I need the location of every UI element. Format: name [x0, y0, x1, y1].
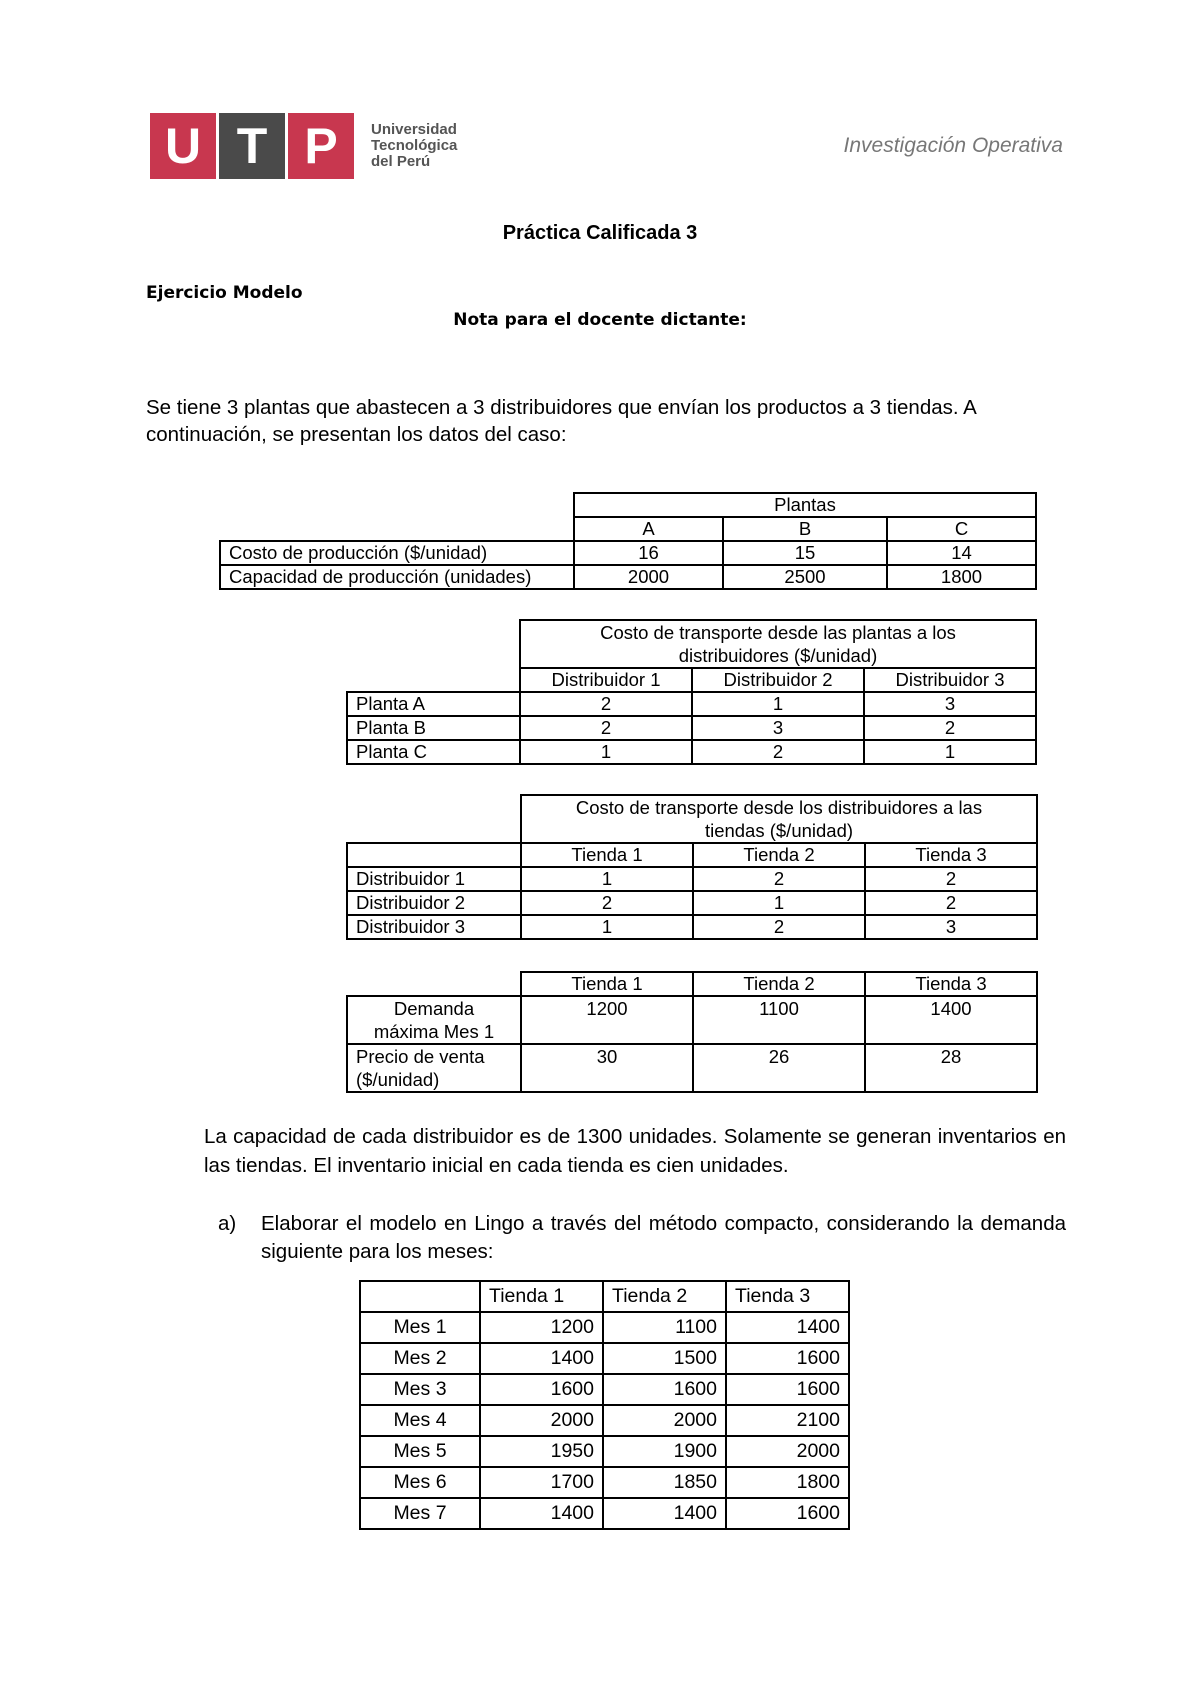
table-cell: 1600: [603, 1374, 726, 1405]
table-cell: 1800: [887, 565, 1036, 589]
table-row: [360, 1343, 849, 1374]
table-column-header: Tienda 2: [603, 1281, 726, 1312]
table-row: [360, 1436, 849, 1467]
table-cell: 1800: [726, 1467, 849, 1498]
table-cell: 1950: [480, 1436, 603, 1467]
table-cell: 1: [864, 740, 1036, 764]
table-column-header: Tienda 1: [521, 972, 693, 996]
table-column-header: B: [723, 517, 887, 541]
row-label: Demanda máxima Mes 1: [347, 996, 521, 1044]
table-cell: 2: [693, 915, 865, 939]
table-cell: 2000: [726, 1436, 849, 1467]
table-row: [220, 565, 1036, 589]
table-cell: 3: [692, 716, 864, 740]
row-label: Mes 6: [360, 1467, 480, 1498]
table-row: [347, 915, 1037, 939]
table-cell: 1400: [603, 1498, 726, 1529]
table-cell: 15: [723, 541, 887, 565]
table-cell: 1: [521, 867, 693, 891]
table-cell: 2: [693, 867, 865, 891]
row-label: Distribuidor 3: [347, 915, 521, 939]
table-cell: 1100: [603, 1312, 726, 1343]
logo-text: [371, 122, 457, 170]
table-column-header: Tienda 3: [865, 843, 1037, 867]
table-column-header: Tienda 2: [693, 843, 865, 867]
plant-distributor-cost-table: [346, 619, 1037, 765]
table-row: [360, 1467, 849, 1498]
intro-paragraph: Se tiene 3 plantas que abastecen a 3 distribuidores que envían los productos a 3 tiendas. A continuación, se presentan los datos del caso:: [146, 396, 976, 446]
table-cell: 1200: [521, 996, 693, 1044]
table-cell: 1600: [480, 1374, 603, 1405]
table-cell: 1400: [865, 996, 1037, 1044]
logo-text-line: Tecnológica: [371, 137, 458, 154]
logo-text-line: del Perú: [371, 153, 431, 170]
table-cell: 1: [692, 692, 864, 716]
row-label: Precio de venta ($/unidad): [347, 1044, 521, 1092]
row-label: Mes 7: [360, 1498, 480, 1529]
table-cell: 14: [887, 541, 1036, 565]
row-label: Mes 5: [360, 1436, 480, 1467]
table-row: [360, 1312, 849, 1343]
table-cell: 2: [521, 891, 693, 915]
table-cell: 2: [520, 692, 692, 716]
table-cell: 28: [865, 1044, 1037, 1092]
table-cell: 1600: [726, 1374, 849, 1405]
table-row: [347, 716, 1036, 740]
table-cell: 2100: [726, 1405, 849, 1436]
table-column-header: A: [574, 517, 723, 541]
table-group-header: Costo de transporte desde las plantas a los distribuidores ($/unidad): [520, 620, 1036, 668]
item-a-label: a): [218, 1212, 237, 1235]
table-cell: 16: [574, 541, 723, 565]
monthly-demand-table: [359, 1280, 850, 1530]
row-label: Capacidad de producción (unidades): [220, 565, 574, 589]
table-column-header: Distribuidor 2: [692, 668, 864, 692]
table-cell: 2: [520, 716, 692, 740]
table-cell: 2: [864, 716, 1036, 740]
table-row: [347, 740, 1036, 764]
table-cell: 1700: [480, 1467, 603, 1498]
table-corner-cell: [347, 843, 521, 867]
table-column-header: Tienda 1: [480, 1281, 603, 1312]
table-cell: 1600: [726, 1343, 849, 1374]
table-cell: 2: [692, 740, 864, 764]
exercise-label: Ejercicio Modelo: [146, 283, 303, 303]
table-column-header: Tienda 3: [726, 1281, 849, 1312]
table-group-header: Costo de transporte desde los distribuidores a las tiendas ($/unidad): [521, 795, 1037, 843]
course-name: Investigación Operativa: [843, 134, 1063, 157]
row-label: Mes 1: [360, 1312, 480, 1343]
table-column-header: Distribuidor 3: [864, 668, 1036, 692]
table-column-header: C: [887, 517, 1036, 541]
row-label: Mes 3: [360, 1374, 480, 1405]
logo-letter-t: T: [219, 113, 285, 179]
table-cell: 2000: [480, 1405, 603, 1436]
table-row: [347, 867, 1037, 891]
table-cell: 1100: [693, 996, 865, 1044]
table-row: [360, 1498, 849, 1529]
table-cell: 26: [693, 1044, 865, 1092]
row-label: Planta C: [347, 740, 520, 764]
utp-logo: [150, 113, 457, 179]
table-row: [347, 1044, 1037, 1092]
table-cell: 2: [865, 891, 1037, 915]
table-column-header: Tienda 2: [693, 972, 865, 996]
plants-table: [219, 492, 1037, 590]
table-cell: 3: [865, 915, 1037, 939]
item-a-text: Elaborar el modelo en Lingo a través del método compacto, considerando la demanda siguiente para los meses:: [261, 1212, 1066, 1263]
row-label: Distribuidor 2: [347, 891, 521, 915]
table-cell: 1: [693, 891, 865, 915]
table-row: [360, 1405, 849, 1436]
table-corner-cell: [360, 1281, 480, 1312]
row-label: Mes 2: [360, 1343, 480, 1374]
table-cell: 3: [864, 692, 1036, 716]
table-row: [347, 996, 1037, 1044]
row-label: Planta A: [347, 692, 520, 716]
table-cell: 1500: [603, 1343, 726, 1374]
demand-price-table: [346, 971, 1038, 1093]
row-label: Planta B: [347, 716, 520, 740]
table-cell: 1600: [726, 1498, 849, 1529]
table-cell: 2000: [603, 1405, 726, 1436]
table-column-header: Tienda 3: [865, 972, 1037, 996]
table-row: [360, 1374, 849, 1405]
page-title: Práctica Calificada 3: [502, 222, 698, 244]
table-cell: 1: [520, 740, 692, 764]
table-cell: 2000: [574, 565, 723, 589]
table-cell: 1400: [480, 1498, 603, 1529]
table-row: [347, 891, 1037, 915]
table-row: [220, 541, 1036, 565]
row-label: Mes 4: [360, 1405, 480, 1436]
table-cell: 1: [521, 915, 693, 939]
logo-text-line: Universidad: [371, 121, 457, 138]
table-column-header: Tienda 1: [521, 843, 693, 867]
table-column-header: Distribuidor 1: [520, 668, 692, 692]
table-cell: 1400: [480, 1343, 603, 1374]
note-label: Nota para el docente dictante:: [453, 310, 747, 330]
table-group-header: Plantas: [574, 493, 1036, 517]
table-cell: 30: [521, 1044, 693, 1092]
table-cell: 2500: [723, 565, 887, 589]
table-cell: 1850: [603, 1467, 726, 1498]
capacity-paragraph: La capacidad de cada distribuidor es de 1300 unidades. Solamente se generan inventarios en las tiendas. El inventario inicial en cada tienda es cien unidades.: [204, 1125, 1066, 1177]
table-cell: 1200: [480, 1312, 603, 1343]
table-cell: 2: [865, 867, 1037, 891]
logo-letter-u: U: [150, 113, 216, 179]
row-label: Distribuidor 1: [347, 867, 521, 891]
table-cell: 1400: [726, 1312, 849, 1343]
logo-letter-p: P: [288, 113, 354, 179]
table-cell: 1900: [603, 1436, 726, 1467]
table-row: [347, 692, 1036, 716]
row-label: Costo de producción ($/unidad): [220, 541, 574, 565]
distributor-store-cost-table: [346, 794, 1038, 940]
